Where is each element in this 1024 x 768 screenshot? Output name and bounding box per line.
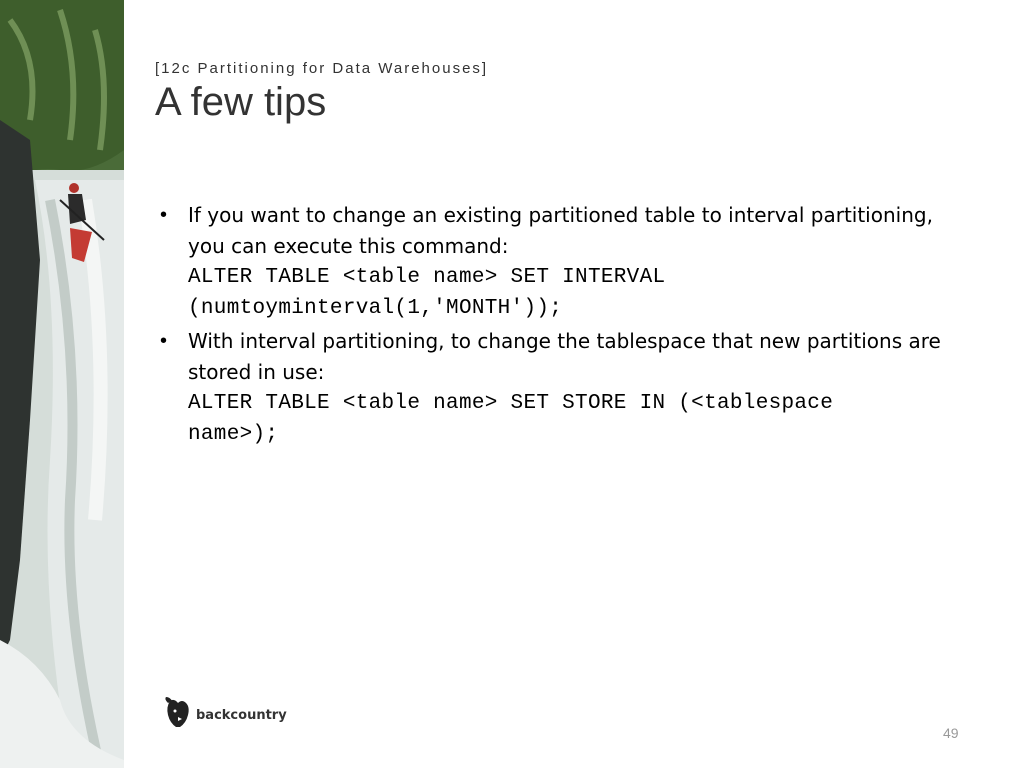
- tip-item-tablespace: [160, 326, 990, 450]
- tip-code-line: ALTER TABLE <table name> SET INTERVAL: [188, 266, 666, 289]
- tip-code-line: (numtoyminterval(1,'MONTH'));: [188, 297, 563, 320]
- tip-item-interval: [160, 200, 990, 324]
- tip-code-line: name>);: [188, 423, 279, 446]
- goat-head-icon: [164, 697, 192, 734]
- tip-text-line: stored in use:: [188, 360, 325, 384]
- tip-code-line: ALTER TABLE <table name> SET STORE IN (<tablespace: [188, 392, 834, 415]
- slide-subtitle: [12c Partitioning for Data Warehouses]: [155, 60, 489, 77]
- bullet-icon: •: [160, 204, 168, 226]
- logo-wordmark: backcountry: [196, 708, 287, 723]
- page-number: 49: [943, 725, 959, 741]
- tip-text-line: If you want to change an existing partitioned table to interval partitioning,: [188, 203, 933, 227]
- bullet-icon: •: [160, 330, 168, 352]
- tip-text-line: With interval partitioning, to change the tablespace that new partitions are: [188, 329, 941, 353]
- slide-title: A few tips: [155, 80, 327, 124]
- tip-text-line: you can execute this command:: [188, 234, 509, 258]
- backcountry-logo: [164, 697, 287, 734]
- waterfall-kayak-photo: [0, 0, 124, 768]
- tips-list: [160, 200, 990, 452]
